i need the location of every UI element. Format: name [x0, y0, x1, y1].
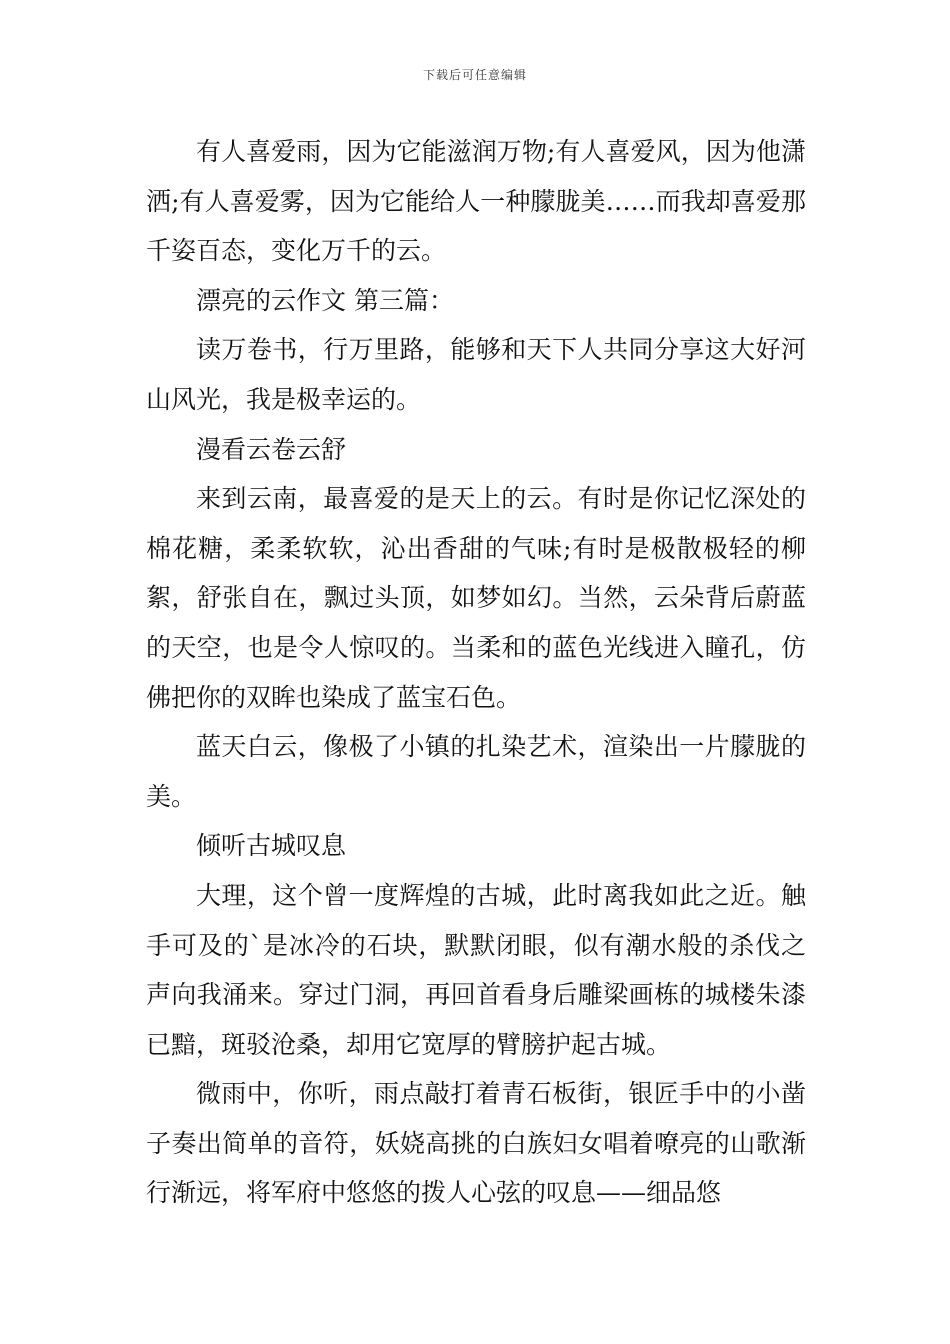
section-heading-clouds: 漫看云卷云舒: [196, 434, 347, 464]
page-header-note: 下载后可任意编辑: [422, 68, 527, 82]
paragraph-yunnan: 来到云南，最喜爱的是天上的云。有时是你记忆深处的棉花糖，柔柔软软，沁出香甜的气味;有时是极散极轻的柳絮，舒张自在，飘过头顶，如梦如幻。当然，云朵背后蔚蓝的天空，也是令人惊叹的。当柔和的蓝色光线进入瞳孔，仿佛把你的双眸也染成了蓝宝石色。: [146, 484, 806, 712]
document-body: [146, 127, 806, 1218]
paragraph-travel: 读万卷书，行万里路，能够和天下人共同分享这大好河山风光，我是极幸运的。: [146, 335, 806, 414]
section-heading-ancient-city: 倾听古城叹息: [196, 831, 347, 861]
paragraph-drizzle: 微雨中，你听，雨点敲打着青石板街，银匠手中的小凿子奏出简单的音符，妖娆高挑的白族妇女唱着嘹亮的山歌渐行渐远，将军府中悠悠的拨人心弦的叹息——细品悠: [146, 1079, 806, 1208]
essay-title: 漂亮的云作文 第三篇：: [196, 285, 454, 315]
paragraph-intro: 有人喜爱雨，因为它能滋润万物;有人喜爱风，因为他潇洒;有人喜爱雾，因为它能给人一种朦胧美……而我却喜爱那千姿百态，变化万千的云。: [146, 137, 806, 266]
paragraph-dali: 大理，这个曾一度辉煌的古城，此时离我如此之近。触手可及的`是冰冷的石块，默默闭眼，似有潮水般的杀伐之声向我涌来。穿过门洞，再回首看身后雕梁画栋的城楼朱漆已黯，斑驳沧桑，却用它宽厚的臂膀护起古城。: [146, 880, 806, 1059]
paragraph-blue-sky: 蓝天白云，像极了小镇的扎染艺术，渲染出一片朦胧的美。: [146, 732, 806, 811]
